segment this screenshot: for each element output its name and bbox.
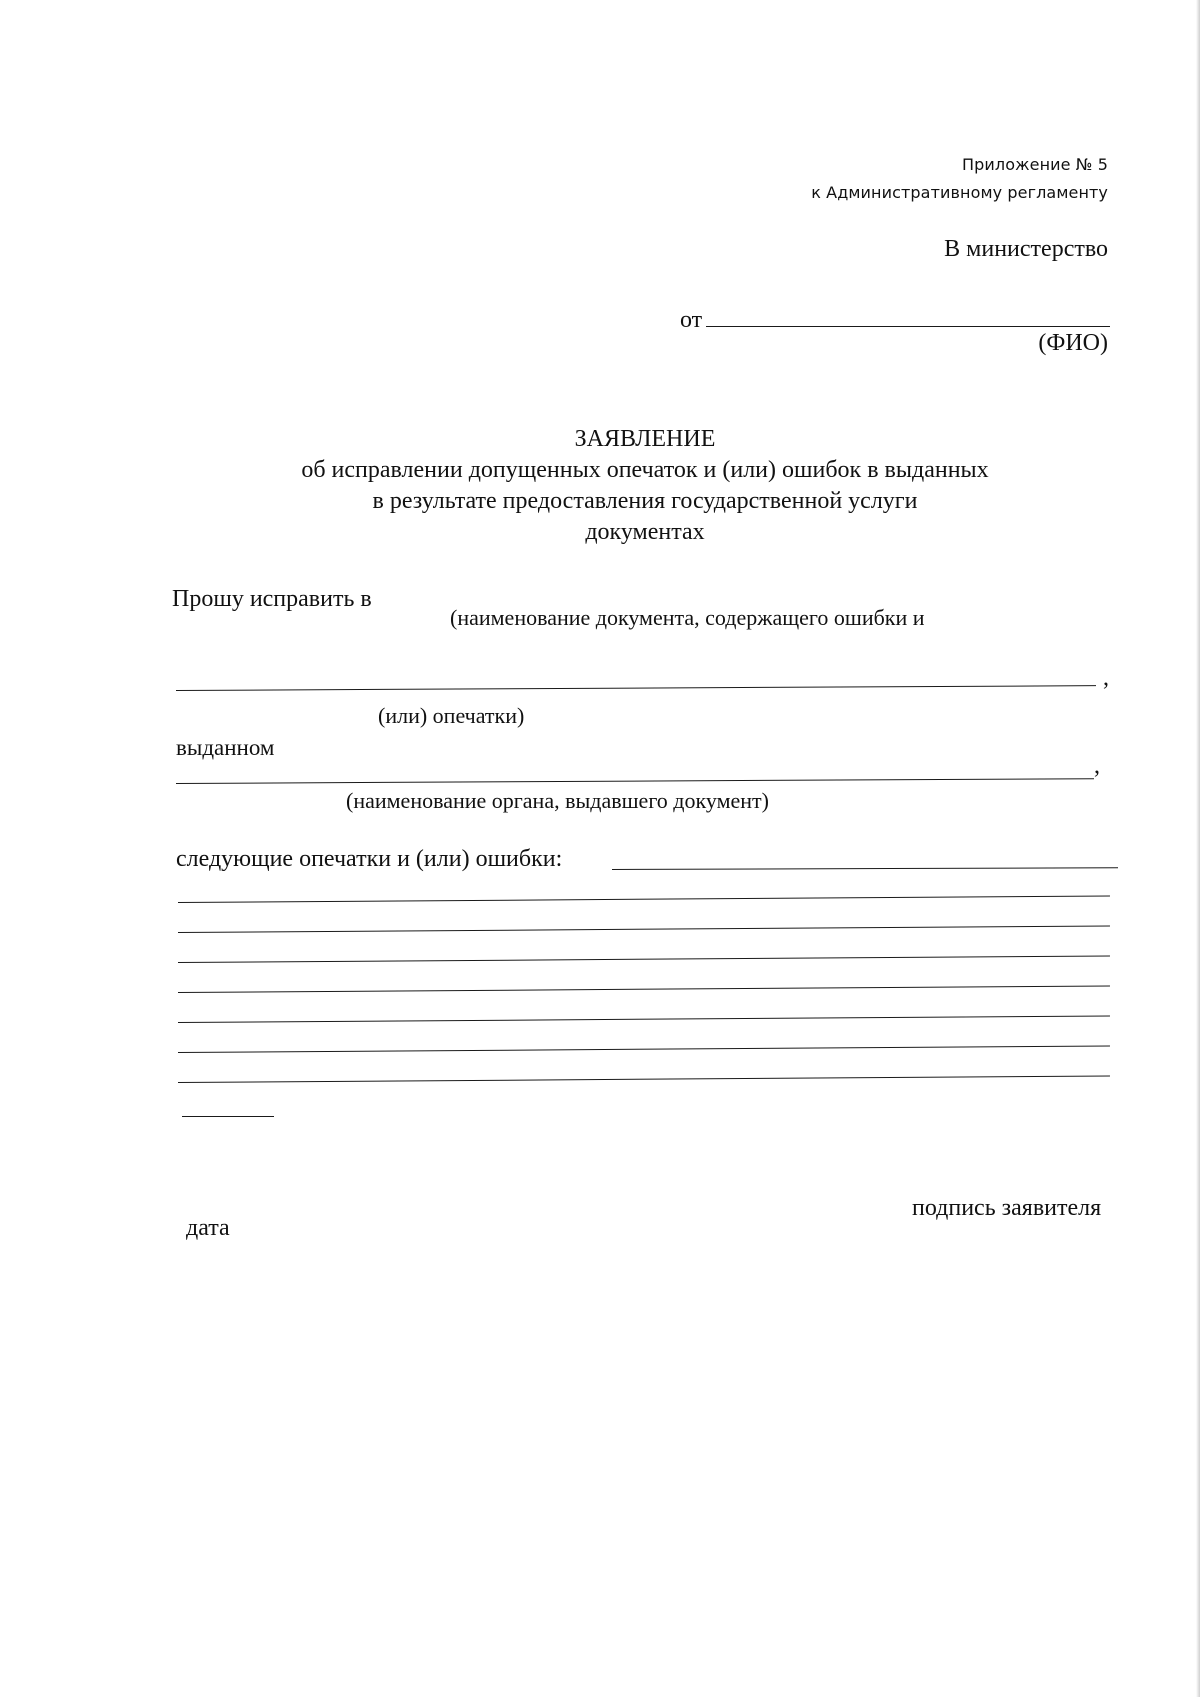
errors-line-end bbox=[182, 1116, 274, 1117]
errors-line-7 bbox=[178, 1045, 1110, 1053]
errors-line-1 bbox=[612, 867, 1118, 870]
document-name-line bbox=[176, 685, 1096, 691]
errors-line-2 bbox=[178, 895, 1110, 903]
document-subtitle-line-3: документах bbox=[585, 519, 705, 545]
fio-field-line bbox=[706, 326, 1110, 327]
issuer-caption: (наименование органа, выдавшего документ) bbox=[346, 788, 769, 813]
errors-line-3 bbox=[178, 925, 1110, 933]
errors-line-6 bbox=[178, 1015, 1110, 1023]
errors-label: следующие опечатки и (или) ошибки: bbox=[176, 846, 563, 872]
scan-edge bbox=[1196, 0, 1200, 1697]
errors-line-4 bbox=[178, 955, 1110, 963]
issuer-line bbox=[176, 778, 1094, 784]
regulation-reference: к Административному регламенту bbox=[811, 183, 1108, 202]
document-name-caption-part-1: (наименование документа, содержащего ошибки и bbox=[450, 605, 925, 630]
document-subtitle-line-1: об исправлении допущенных опечаток и (или) ошибок в выданных bbox=[301, 457, 989, 483]
errors-line-5 bbox=[178, 985, 1110, 993]
signature-label: подпись заявителя bbox=[912, 1195, 1102, 1221]
request-label: Прошу исправить в bbox=[172, 586, 372, 612]
from-label: от bbox=[680, 307, 703, 333]
appendix-number: Приложение № 5 bbox=[962, 155, 1108, 174]
addressee: В министерство bbox=[944, 236, 1108, 262]
issued-label: выданном bbox=[176, 735, 275, 760]
comma: , bbox=[1103, 665, 1109, 691]
errors-line-8 bbox=[178, 1075, 1110, 1083]
comma-2: , bbox=[1094, 753, 1100, 779]
date-label: дата bbox=[186, 1215, 230, 1241]
document-title: ЗАЯВЛЕНИЕ bbox=[574, 426, 716, 452]
fio-caption: (ФИО) bbox=[1038, 330, 1108, 356]
document-name-caption-part-2: (или) опечатки) bbox=[378, 703, 525, 728]
document-subtitle-line-2: в результате предоставления государственной услуги bbox=[372, 488, 918, 514]
